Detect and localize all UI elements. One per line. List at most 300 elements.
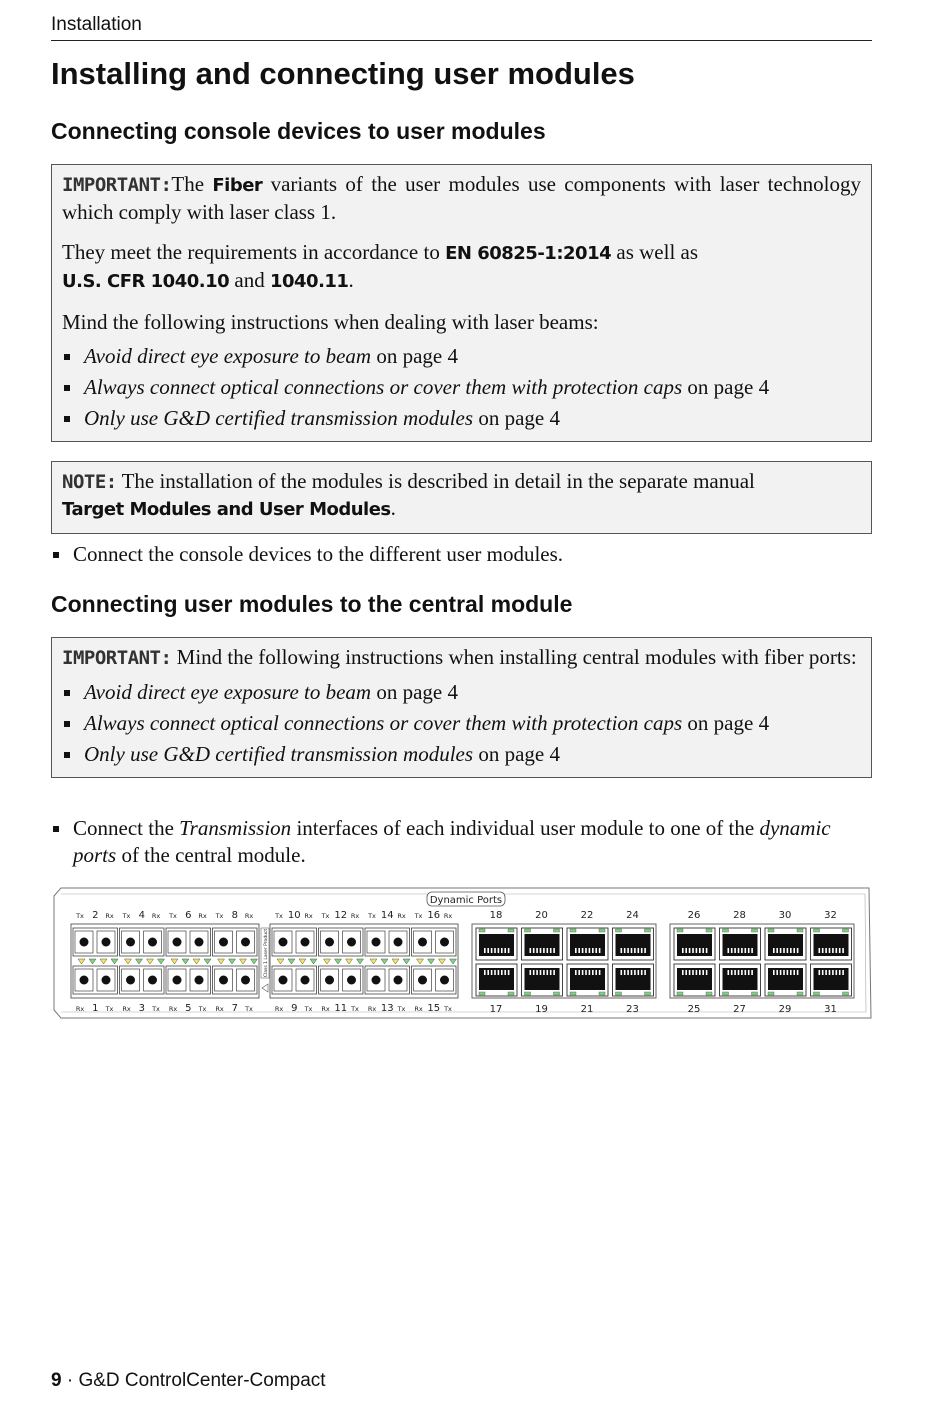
cross-ref-link[interactable]: Avoid direct eye exposure to beam <box>84 680 372 704</box>
manual-title: Target Modules and User Modules <box>62 499 391 520</box>
rj45-pin <box>533 970 535 975</box>
rj45-led <box>768 929 774 932</box>
fiber-connector <box>279 938 288 947</box>
fiber-port-number-bottom: 13 <box>380 1003 394 1014</box>
rj45-pin <box>787 970 789 975</box>
fiber-port-number-bottom: 5 <box>185 1003 192 1014</box>
fiber-port-number-bottom: 3 <box>138 1003 145 1014</box>
rj45-pin <box>825 970 827 975</box>
rj45-led <box>752 929 758 932</box>
tx-label: Tx <box>169 912 177 920</box>
rj45-pin <box>487 948 489 953</box>
rj45-pin <box>553 948 555 953</box>
fiber-connector <box>219 938 228 947</box>
rj45-pin <box>706 970 708 975</box>
rx-label: Rx <box>244 912 254 920</box>
rx-label: Rx <box>122 1005 131 1013</box>
rj45-pin <box>728 970 730 975</box>
tx-label: Tx <box>397 1005 406 1013</box>
rj45-led <box>843 992 849 995</box>
tx-label: Tx <box>245 1005 253 1013</box>
rj45-port-number-bottom: 19 <box>535 1004 548 1015</box>
laser-class-label: Class 1 Laser Product <box>264 928 269 978</box>
instruction-intro: Mind the following instructions when dealing with laser beams: <box>62 310 599 334</box>
fiber-connector <box>241 976 250 985</box>
rj45-pin <box>540 948 542 953</box>
rj45-pin <box>822 948 824 953</box>
fiber-port-number-top: 12 <box>334 910 348 921</box>
rj45-pin <box>484 970 486 975</box>
rj45-pin <box>829 948 831 953</box>
page-ref: on page 4 <box>371 680 458 704</box>
rj45-pin <box>797 948 799 953</box>
fiber-port-number-bottom: 1 <box>92 1003 99 1014</box>
cross-ref-link[interactable]: Avoid direct eye exposure to beam <box>84 344 372 368</box>
fiber-connector <box>195 938 204 947</box>
text: Connect the <box>73 816 180 840</box>
rj45-pin <box>498 970 500 975</box>
list-item <box>62 741 861 767</box>
rx-label: Rx <box>367 1005 377 1013</box>
tx-label: Tx <box>304 1005 313 1013</box>
rj45-port-number-bottom: 25 <box>687 1004 701 1015</box>
rj45-pin <box>702 970 704 975</box>
rj45-pin <box>780 970 782 975</box>
rj45-led <box>723 992 729 995</box>
rj45-led <box>479 929 485 932</box>
tx-label: Tx <box>444 1005 452 1013</box>
rj45-port-number-top: 22 <box>580 910 594 921</box>
tx-label: Tx <box>215 912 224 920</box>
page-number: 9 <box>51 1370 62 1391</box>
rj45-pin <box>638 970 640 975</box>
safety-links-list <box>62 679 861 767</box>
cross-ref-link[interactable]: Only use G&D certified transmission modules <box>84 406 474 430</box>
rj45-pin <box>644 948 646 953</box>
fiber-connector <box>126 938 135 947</box>
rj45-pin <box>575 948 577 953</box>
rx-label: Rx <box>397 912 406 920</box>
fiber-connector <box>80 976 89 985</box>
rj45-port-number-top: 30 <box>778 910 792 921</box>
tx-label: Tx <box>368 912 376 920</box>
page-footer <box>51 1370 326 1392</box>
rj45-pin <box>728 948 730 953</box>
rj45-port-number-top: 24 <box>626 910 639 921</box>
rj45-pin <box>842 948 844 953</box>
bold-text: Fiber <box>212 175 263 196</box>
fiber-connector <box>148 976 157 985</box>
emphasis: Transmission <box>179 816 292 840</box>
rx-label: Rx <box>75 1005 85 1013</box>
fiber-port-number-bottom: 11 <box>334 1003 348 1014</box>
rj45-pin <box>634 948 636 953</box>
rj45-pin <box>543 948 545 953</box>
fiber-connector <box>325 976 334 985</box>
rj45-pin <box>839 948 841 953</box>
page-title: Installing and connecting user modules <box>51 56 635 91</box>
fiber-connector <box>80 938 89 947</box>
rj45-led <box>554 929 560 932</box>
rj45-pin <box>819 970 821 975</box>
rj45-pin <box>578 970 580 975</box>
rj45-pin <box>836 948 838 953</box>
rj45-pin <box>793 948 795 953</box>
rj45-pin <box>685 948 687 953</box>
rj45-led <box>723 929 729 932</box>
rx-label: Rx <box>215 1005 224 1013</box>
fiber-port-number-top: 2 <box>92 910 99 921</box>
page-ref: on page 4 <box>473 406 560 430</box>
rx-label: Rx <box>304 912 313 920</box>
step-list-central <box>51 815 861 874</box>
rx-label: Rx <box>274 1005 284 1013</box>
step-item <box>51 815 861 869</box>
rj45-port-number-bottom: 21 <box>580 1004 594 1015</box>
rj45-pin <box>842 970 844 975</box>
fiber-connector <box>440 976 449 985</box>
tx-label: Tx <box>122 912 131 920</box>
tx-label: Tx <box>321 912 330 920</box>
rj45-pin <box>536 948 538 953</box>
fiber-connector <box>173 938 182 947</box>
rj45-pin <box>685 970 687 975</box>
rj45-pin <box>734 970 736 975</box>
rj45-led <box>508 992 514 995</box>
rj45-pin <box>550 948 552 953</box>
rj45-pin <box>776 970 778 975</box>
rj45-pin <box>508 970 510 975</box>
rj45-pin <box>702 948 704 953</box>
rj45-led <box>554 992 560 995</box>
rj45-pin <box>501 948 503 953</box>
rj45-pin <box>682 948 684 953</box>
list-item <box>62 679 861 705</box>
important-label: IMPORTANT: <box>62 174 172 196</box>
rx-label: Rx <box>151 912 161 920</box>
rj45-led <box>479 992 485 995</box>
page-ref: on page 4 <box>371 344 458 368</box>
fiber-connector <box>102 938 111 947</box>
rj45-pin <box>832 948 834 953</box>
rj45-pin <box>829 970 831 975</box>
rj45-pin <box>530 948 532 953</box>
rj45-pin <box>494 970 496 975</box>
rj45-pin <box>745 948 747 953</box>
fiber-connector <box>219 976 228 985</box>
rj45-led <box>814 992 820 995</box>
rj45-pin <box>582 948 584 953</box>
text: Mind the following instructions when installing central modules with fiber ports: <box>171 645 857 669</box>
rj45-port-number-top: 26 <box>687 910 701 921</box>
rj45-pin <box>547 948 549 953</box>
rj45-pin <box>621 970 623 975</box>
rx-label: Rx <box>198 912 207 920</box>
fiber-connector <box>195 976 204 985</box>
rj45-pin <box>780 948 782 953</box>
rj45-pin <box>621 948 623 953</box>
page-ref: on page 4 <box>682 375 770 399</box>
rj45-pin <box>731 970 733 975</box>
rj45-pin <box>751 948 753 953</box>
rj45-led <box>599 929 605 932</box>
rj45-pin <box>641 948 643 953</box>
fiber-connector <box>102 976 111 985</box>
tx-label: Tx <box>414 912 423 920</box>
fiber-connector <box>279 976 288 985</box>
list-item <box>62 343 861 369</box>
emphasis: dynamic ports <box>73 816 831 867</box>
rj45-port-number-bottom: 23 <box>626 1004 639 1015</box>
rj45-pin <box>498 948 500 953</box>
rj45-pin <box>699 948 701 953</box>
fiber-port-number-top: 16 <box>427 910 441 921</box>
rj45-port-number-bottom: 29 <box>778 1004 792 1015</box>
rj45-pin <box>575 970 577 975</box>
rj45-led <box>797 992 803 995</box>
central-module-panel-diagram <box>51 884 873 1024</box>
rj45-port-number-bottom: 17 <box>489 1004 503 1015</box>
rj45-pin <box>731 948 733 953</box>
rj45-led <box>706 929 712 932</box>
rj45-led <box>706 992 712 995</box>
note-label: NOTE: <box>62 471 117 493</box>
rj45-pin <box>699 970 701 975</box>
text: They meet the requirements in accordance to <box>62 240 446 264</box>
rj45-pin <box>627 970 629 975</box>
rj45-pin <box>776 948 778 953</box>
rj45-pin <box>839 970 841 975</box>
running-header: Installation <box>51 14 872 41</box>
rj45-led <box>677 992 683 995</box>
list-item <box>62 710 861 736</box>
fiber-connector <box>418 976 427 985</box>
standard-ref: U.S. CFR 1040.10 <box>62 271 230 292</box>
step-list-console <box>51 541 861 573</box>
important-box-laser <box>51 164 872 442</box>
rj45-pin <box>624 948 626 953</box>
rj45-pin <box>504 970 506 975</box>
rj45-pin <box>706 948 708 953</box>
rj45-pin <box>504 948 506 953</box>
tx-label: Tx <box>351 1005 359 1013</box>
rj45-pin <box>738 948 740 953</box>
text: . <box>348 268 354 292</box>
text: variants of the user modules use components with laser technology which comply with laser class 1. <box>62 172 861 224</box>
rj45-port-number-bottom: 31 <box>824 1004 837 1015</box>
standard-ref: EN 60825-1:2014 <box>445 243 612 264</box>
rj45-led <box>570 929 576 932</box>
rj45-led <box>599 992 605 995</box>
rj45-pin <box>582 970 584 975</box>
rj45-pin <box>689 948 691 953</box>
rj45-pin <box>536 970 538 975</box>
rj45-pin <box>631 948 633 953</box>
fiber-connector <box>325 938 334 947</box>
rj45-port-number-top: 32 <box>824 910 837 921</box>
cross-ref-link[interactable]: Always connect optical connections or cover them with protection caps <box>84 375 683 399</box>
note-box <box>51 461 872 534</box>
rj45-led <box>525 929 531 932</box>
rj45-pin <box>741 948 743 953</box>
page-ref: on page 4 <box>473 742 560 766</box>
rj45-port-number-top: 20 <box>535 910 548 921</box>
fiber-connector <box>173 976 182 985</box>
fiber-port-number-top: 10 <box>287 910 301 921</box>
rj45-pin <box>592 970 594 975</box>
fiber-port-number-bottom: 15 <box>427 1003 441 1014</box>
rj45-pin <box>787 948 789 953</box>
rj45-pin <box>491 970 493 975</box>
rj45-pin <box>595 970 597 975</box>
rj45-pin <box>734 948 736 953</box>
rj45-pin <box>689 970 691 975</box>
fiber-connector <box>440 938 449 947</box>
rx-label: Rx <box>443 912 453 920</box>
fiber-connector <box>394 976 403 985</box>
rj45-pin <box>585 970 587 975</box>
rj45-led <box>616 992 622 995</box>
rj45-pin <box>530 970 532 975</box>
rj45-pin <box>491 948 493 953</box>
rj45-pin <box>631 970 633 975</box>
tx-label: Tx <box>76 912 84 920</box>
rj45-pin <box>682 970 684 975</box>
rj45-pin <box>627 948 629 953</box>
rj45-led <box>616 929 622 932</box>
rx-label: Rx <box>168 1005 178 1013</box>
rj45-pin <box>748 948 750 953</box>
tx-label: Tx <box>105 1005 114 1013</box>
rj45-pin <box>696 948 698 953</box>
rj45-pin <box>696 970 698 975</box>
safety-links-list <box>62 343 861 431</box>
list-item <box>62 405 861 431</box>
fiber-port-number-top: 8 <box>231 910 238 921</box>
rj45-pin <box>741 970 743 975</box>
rj45-led <box>508 929 514 932</box>
cross-ref-link[interactable]: Always connect optical connections or cover them with protection caps <box>84 711 683 735</box>
text: . <box>390 496 396 520</box>
rj45-pin <box>793 970 795 975</box>
rj45-pin <box>638 948 640 953</box>
rj45-pin <box>508 948 510 953</box>
tx-label: Tx <box>275 912 283 920</box>
rj45-led <box>677 929 683 932</box>
rj45-pin <box>585 948 587 953</box>
rj45-pin <box>595 948 597 953</box>
section-heading-console: Connecting console devices to user modules <box>51 118 546 144</box>
fiber-connector <box>372 976 381 985</box>
rj45-pin <box>641 970 643 975</box>
list-item <box>62 374 861 400</box>
separator: · <box>61 1370 79 1391</box>
rx-label: Rx <box>321 1005 330 1013</box>
fiber-connector <box>347 976 356 985</box>
rj45-led <box>570 992 576 995</box>
fiber-connector <box>372 938 381 947</box>
fiber-connector <box>347 938 356 947</box>
fiber-connector <box>394 938 403 947</box>
cross-ref-link[interactable]: Only use G&D certified transmission modules <box>84 742 474 766</box>
text: as well as <box>611 240 699 264</box>
rj45-pin <box>644 970 646 975</box>
rj45-pin <box>501 970 503 975</box>
rj45-pin <box>543 970 545 975</box>
fiber-port-number-bottom: 9 <box>291 1003 298 1014</box>
rj45-port-number-bottom: 27 <box>733 1004 746 1015</box>
rj45-pin <box>790 970 792 975</box>
rj45-pin <box>738 970 740 975</box>
rj45-pin <box>578 948 580 953</box>
rj45-pin <box>624 970 626 975</box>
fiber-connector <box>301 976 310 985</box>
dynamic-ports-label: Dynamic Ports <box>429 895 503 906</box>
fiber-port-number-bottom: 7 <box>231 1003 238 1014</box>
rj45-pin <box>825 948 827 953</box>
fiber-connector <box>126 976 135 985</box>
rj45-led <box>814 929 820 932</box>
rj45-led <box>797 929 803 932</box>
rj45-pin <box>540 970 542 975</box>
rj45-pin <box>790 948 792 953</box>
rj45-pin <box>832 970 834 975</box>
rj45-pin <box>484 948 486 953</box>
rj45-pin <box>822 970 824 975</box>
rj45-pin <box>773 970 775 975</box>
rj45-pin <box>494 948 496 953</box>
product-name: G&D ControlCenter-Compact <box>78 1370 326 1391</box>
standard-ref: 1040.11 <box>269 271 349 292</box>
tx-label: Tx <box>198 1005 207 1013</box>
fiber-port-number-top: 4 <box>138 910 145 921</box>
text: The installation of the modules is described in detail in the separate manual <box>116 469 755 493</box>
rj45-led <box>843 929 849 932</box>
page-ref: on page 4 <box>682 711 770 735</box>
rj45-port-number-top: 18 <box>489 910 503 921</box>
rj45-pin <box>550 970 552 975</box>
rj45-pin <box>797 970 799 975</box>
rj45-pin <box>819 948 821 953</box>
rj45-pin <box>692 970 694 975</box>
rx-label: Rx <box>105 912 114 920</box>
rj45-pin <box>592 948 594 953</box>
step-item: Connect the console devices to the different user modules. <box>51 541 861 568</box>
rx-label: Rx <box>414 1005 423 1013</box>
fiber-connector <box>418 938 427 947</box>
rj45-pin <box>553 970 555 975</box>
rj45-led <box>525 992 531 995</box>
rj45-port-number-top: 28 <box>733 910 746 921</box>
fiber-connector <box>241 938 250 947</box>
rj45-pin <box>692 948 694 953</box>
rj45-pin <box>487 970 489 975</box>
text: of the central module. <box>116 843 306 867</box>
rj45-pin <box>589 948 591 953</box>
rj45-pin <box>783 970 785 975</box>
rj45-pin <box>836 970 838 975</box>
rj45-pin <box>589 970 591 975</box>
rj45-pin <box>783 948 785 953</box>
important-label: IMPORTANT: <box>62 647 172 669</box>
rj45-led <box>645 992 651 995</box>
text: and <box>229 268 270 292</box>
rj45-pin <box>751 970 753 975</box>
rj45-pin <box>745 970 747 975</box>
rj45-pin <box>547 970 549 975</box>
rj45-pin <box>773 948 775 953</box>
rj45-led <box>752 992 758 995</box>
